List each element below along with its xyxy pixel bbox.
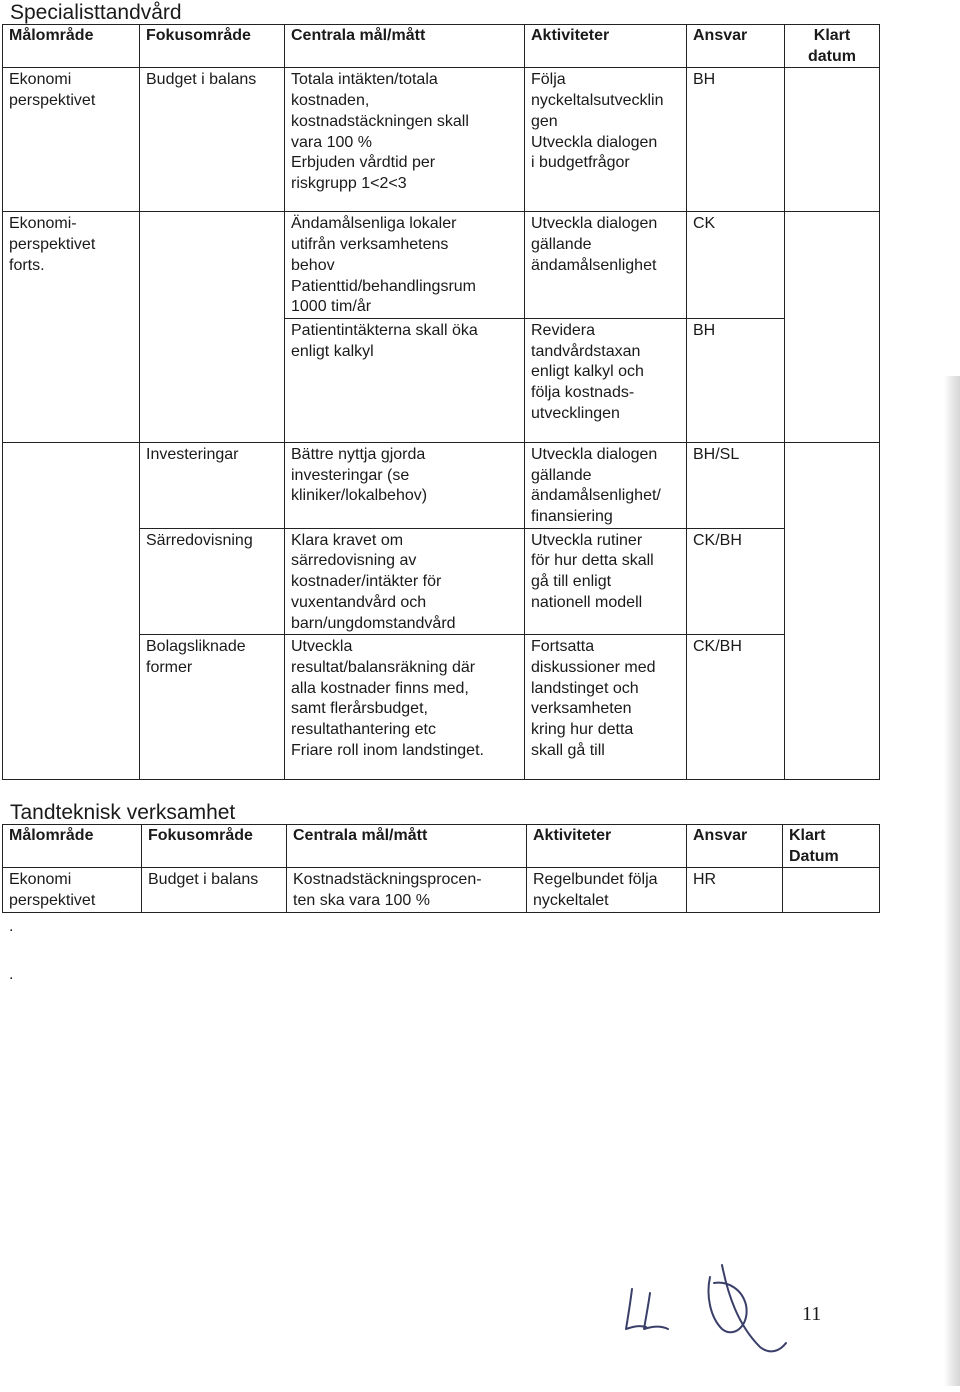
table-row (3, 68, 880, 212)
cell-centrala-mal: Ändamålsenliga lokaler utifrån verksamhetens behov Patienttid/behandlingsrum 1000 tim/år (285, 212, 525, 319)
cell-ansvar: BH (687, 68, 785, 212)
stray-dot: . (9, 918, 14, 935)
cell-centrala-mal: Totala intäkten/totala kostnaden, kostnadstäckningen skall vara 100 % Erbjuden vårdtid per riskgrupp 1<2<3 (285, 68, 525, 212)
cell-malomrade: Ekonomi perspektivet (3, 68, 140, 212)
stray-dot: . (9, 966, 14, 983)
cell-aktiviteter: Utveckla dialogen gällande ändamålsenlighet/ finansiering (525, 442, 687, 528)
header-klart-datum: Klart Datum (783, 825, 880, 868)
cell-centrala-mal: Utveckla resultat/balansräkning där alla kostnader finns med, samt flerårsbudget, resultathantering etc Friare roll inom landstinget. (285, 635, 525, 780)
cell-aktiviteter: Utveckla dialogen gällande ändamålsenlighet (525, 212, 687, 319)
cell-klart-datum (785, 68, 880, 212)
cell-malomrade (3, 318, 140, 442)
cell-klart-datum (785, 528, 880, 635)
header-ansvar: Ansvar (687, 25, 785, 68)
cell-fokusomrade: Investeringar (140, 442, 285, 528)
table-specialisttandvard (2, 24, 880, 780)
table-tandteknisk (2, 824, 880, 913)
header-fokusomrade: Fokusområde (142, 825, 287, 868)
cell-ansvar: CK (687, 212, 785, 319)
cell-fokusomrade: Budget i balans (142, 868, 287, 912)
table-row (3, 868, 880, 912)
cell-klart-datum (785, 212, 880, 319)
cell-malomrade: Ekonomi- perspektivet forts. (3, 212, 140, 319)
cell-klart-datum (785, 442, 880, 528)
cell-malomrade: Ekonomi perspektivet (3, 868, 142, 912)
table-row (3, 635, 880, 780)
header-fokusomrade: Fokusområde (140, 25, 285, 68)
cell-fokusomrade (140, 212, 285, 319)
table-row (3, 528, 880, 635)
cell-fokusomrade (140, 318, 285, 442)
cell-aktiviteter: Utveckla rutiner för hur detta skall gå till enligt nationell modell (525, 528, 687, 635)
cell-klart-datum (783, 868, 880, 912)
header-ansvar: Ansvar (687, 825, 783, 868)
header-malomrade: Målområde (3, 825, 142, 868)
cell-fokusomrade: Bolagsliknade former (140, 635, 285, 780)
section-title-tandteknisk: Tandteknisk verksamhet (10, 801, 236, 824)
cell-ansvar: HR (687, 868, 783, 912)
cell-centrala-mal: Bättre nyttja gjorda investeringar (se kliniker/lokalbehov) (285, 442, 525, 528)
cell-aktiviteter: Regelbundet följa nyckeltalet (527, 868, 687, 912)
cell-malomrade (3, 635, 140, 780)
cell-aktiviteter: Revidera tandvårdstaxan enligt kalkyl och följa kostnads- utvecklingen (525, 318, 687, 442)
cell-ansvar: BH (687, 318, 785, 442)
header-centrala-mal: Centrala mål/mått (285, 25, 525, 68)
cell-centrala-mal: Kostnadstäckningsprocen- ten ska vara 100 % (287, 868, 527, 912)
table-row (3, 442, 880, 528)
table-row (3, 318, 880, 442)
page-number: 11 (802, 1303, 822, 1325)
cell-fokusomrade: Budget i balans (140, 68, 285, 212)
header-row (3, 825, 880, 868)
header-malomrade: Målområde (3, 25, 140, 68)
header-aktiviteter: Aktiviteter (527, 825, 687, 868)
cell-malomrade (3, 442, 140, 528)
table-row (3, 212, 880, 319)
cell-aktiviteter: Fortsatta diskussioner med landstinget och verksamheten kring hur detta skall gå till (525, 635, 687, 780)
cell-klart-datum (785, 635, 880, 780)
cell-aktiviteter: Följa nyckeltalsutvecklin gen Utveckla dialogen i budgetfrågor (525, 68, 687, 212)
cell-klart-datum (785, 318, 880, 442)
header-aktiviteter: Aktiviteter (525, 25, 687, 68)
cell-ansvar: BH/SL (687, 442, 785, 528)
handwritten-initials-signature (610, 1255, 800, 1365)
scan-edge-shadow (944, 376, 960, 1386)
section-title-specialisttandvard: Specialisttandvård (10, 1, 182, 24)
cell-ansvar: CK/BH (687, 528, 785, 635)
cell-centrala-mal: Klara kravet om särredovisning av kostnader/intäkter för vuxentandvård och barn/ungdomstandvård (285, 528, 525, 635)
cell-malomrade (3, 528, 140, 635)
cell-ansvar: CK/BH (687, 635, 785, 780)
cell-fokusomrade: Särredovisning (140, 528, 285, 635)
header-row (3, 25, 880, 68)
cell-centrala-mal: Patientintäkterna skall öka enligt kalkyl (285, 318, 525, 442)
header-klart-datum: Klart datum (785, 25, 880, 68)
header-centrala-mal: Centrala mål/mått (287, 825, 527, 868)
